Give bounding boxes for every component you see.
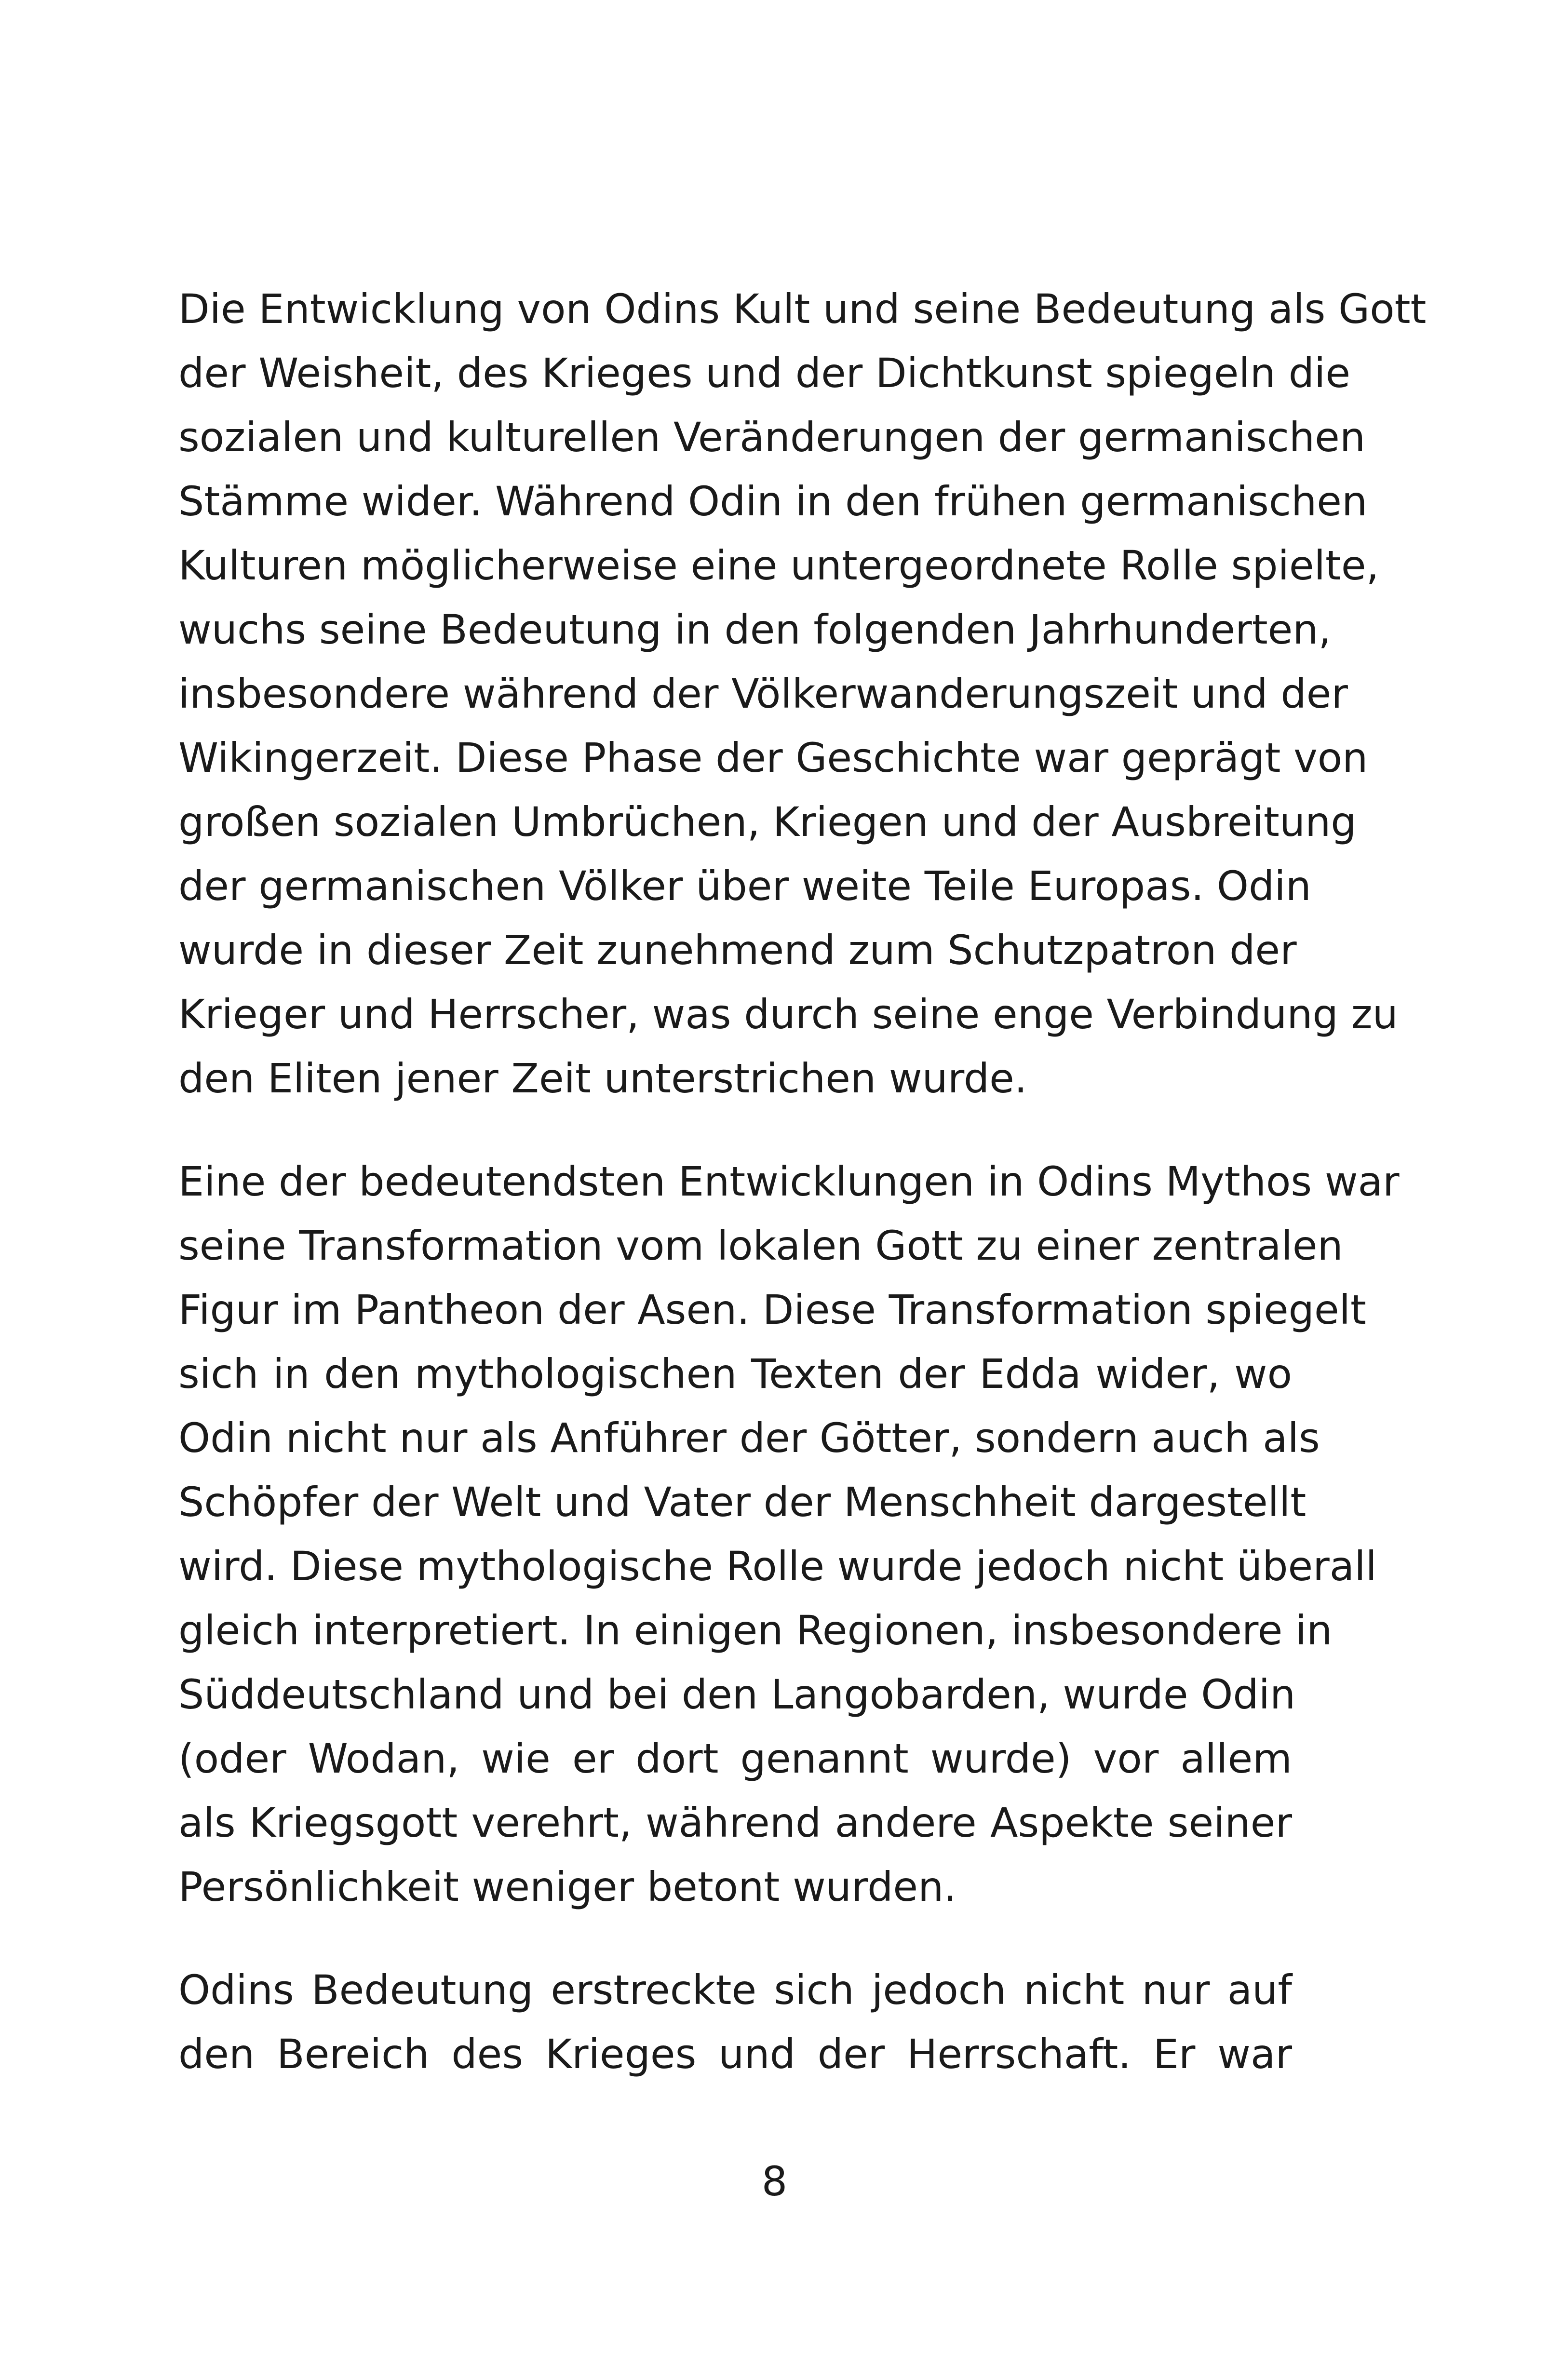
text-line: sozialen und kulturellen Veränderungen der germanischen bbox=[178, 414, 1366, 461]
text-line: den Eliten jener Zeit unterstrichen wurde. bbox=[178, 1055, 1027, 1102]
page-number: 8 bbox=[761, 2158, 788, 2205]
text-line: der Weisheit, des Krieges und der Dichtkunst spiegeln die bbox=[178, 350, 1351, 397]
text-line: Stämme wider. Während Odin in den frühen germanischen bbox=[178, 478, 1368, 525]
text-line: Figur im Pantheon der Asen. Diese Transformation spiegelt bbox=[178, 1286, 1366, 1333]
text-line: Wikingerzeit. Diese Phase der Geschichte war geprägt von bbox=[178, 734, 1368, 781]
paragraph-1 bbox=[178, 277, 1427, 1111]
text-line: sich in den mythologischen Texten der Edda wider, wo bbox=[178, 1350, 1292, 1398]
text-line: (oder Wodan, wie er dort genannt wurde) vor allem bbox=[178, 1735, 1292, 1782]
text-line: wuchs seine Bedeutung in den folgenden Jahrhunderten, bbox=[178, 606, 1332, 653]
text-line: seine Transformation vom lokalen Gott zu einer zentralen bbox=[178, 1222, 1343, 1269]
page-body bbox=[178, 277, 1427, 2125]
text-line: wird. Diese mythologische Rolle wurde jedoch nicht überall bbox=[178, 1543, 1377, 1590]
text-line: gleich interpretiert. In einigen Regionen, insbesondere in bbox=[178, 1607, 1333, 1654]
text-line: Die Entwicklung von Odins Kult und seine Bedeutung als Gott bbox=[178, 285, 1427, 333]
text-line: wurde in dieser Zeit zunehmend zum Schutzpatron der bbox=[178, 927, 1297, 974]
text-line: Schöpfer der Welt und Vater der Menschheit dargestellt bbox=[178, 1479, 1307, 1526]
text-line: Eine der bedeutendsten Entwicklungen in Odins Mythos war bbox=[178, 1158, 1400, 1205]
text-line: insbesondere während der Völkerwanderungszeit und der bbox=[178, 670, 1348, 717]
text-line: Süddeutschland und bei den Langobarden, wurde Odin bbox=[178, 1671, 1296, 1718]
paragraph-3 bbox=[178, 1958, 1292, 2086]
text-line: Krieger und Herrscher, was durch seine enge Verbindung zu bbox=[178, 991, 1398, 1038]
text-line: den Bereich des Krieges und der Herrschaft. Er war bbox=[178, 2030, 1292, 2078]
text-line: Odins Bedeutung erstreckte sich jedoch nicht nur auf bbox=[178, 1966, 1292, 2014]
text-line: Persönlichkeit weniger betont wurden. bbox=[178, 1863, 957, 1910]
text-line: der germanischen Völker über weite Teile Europas. Odin bbox=[178, 862, 1311, 910]
text-line: großen sozialen Umbrüchen, Kriegen und der Ausbreitung bbox=[178, 798, 1357, 846]
paragraph-2 bbox=[178, 1150, 1400, 1919]
text-line: als Kriegsgott verehrt, während andere Aspekte seiner bbox=[178, 1799, 1292, 1846]
text-line: Kulturen möglicherweise eine untergeordnete Rolle spielte, bbox=[178, 542, 1379, 589]
text-line: Odin nicht nur als Anführer der Götter, sondern auch als bbox=[178, 1414, 1320, 1462]
